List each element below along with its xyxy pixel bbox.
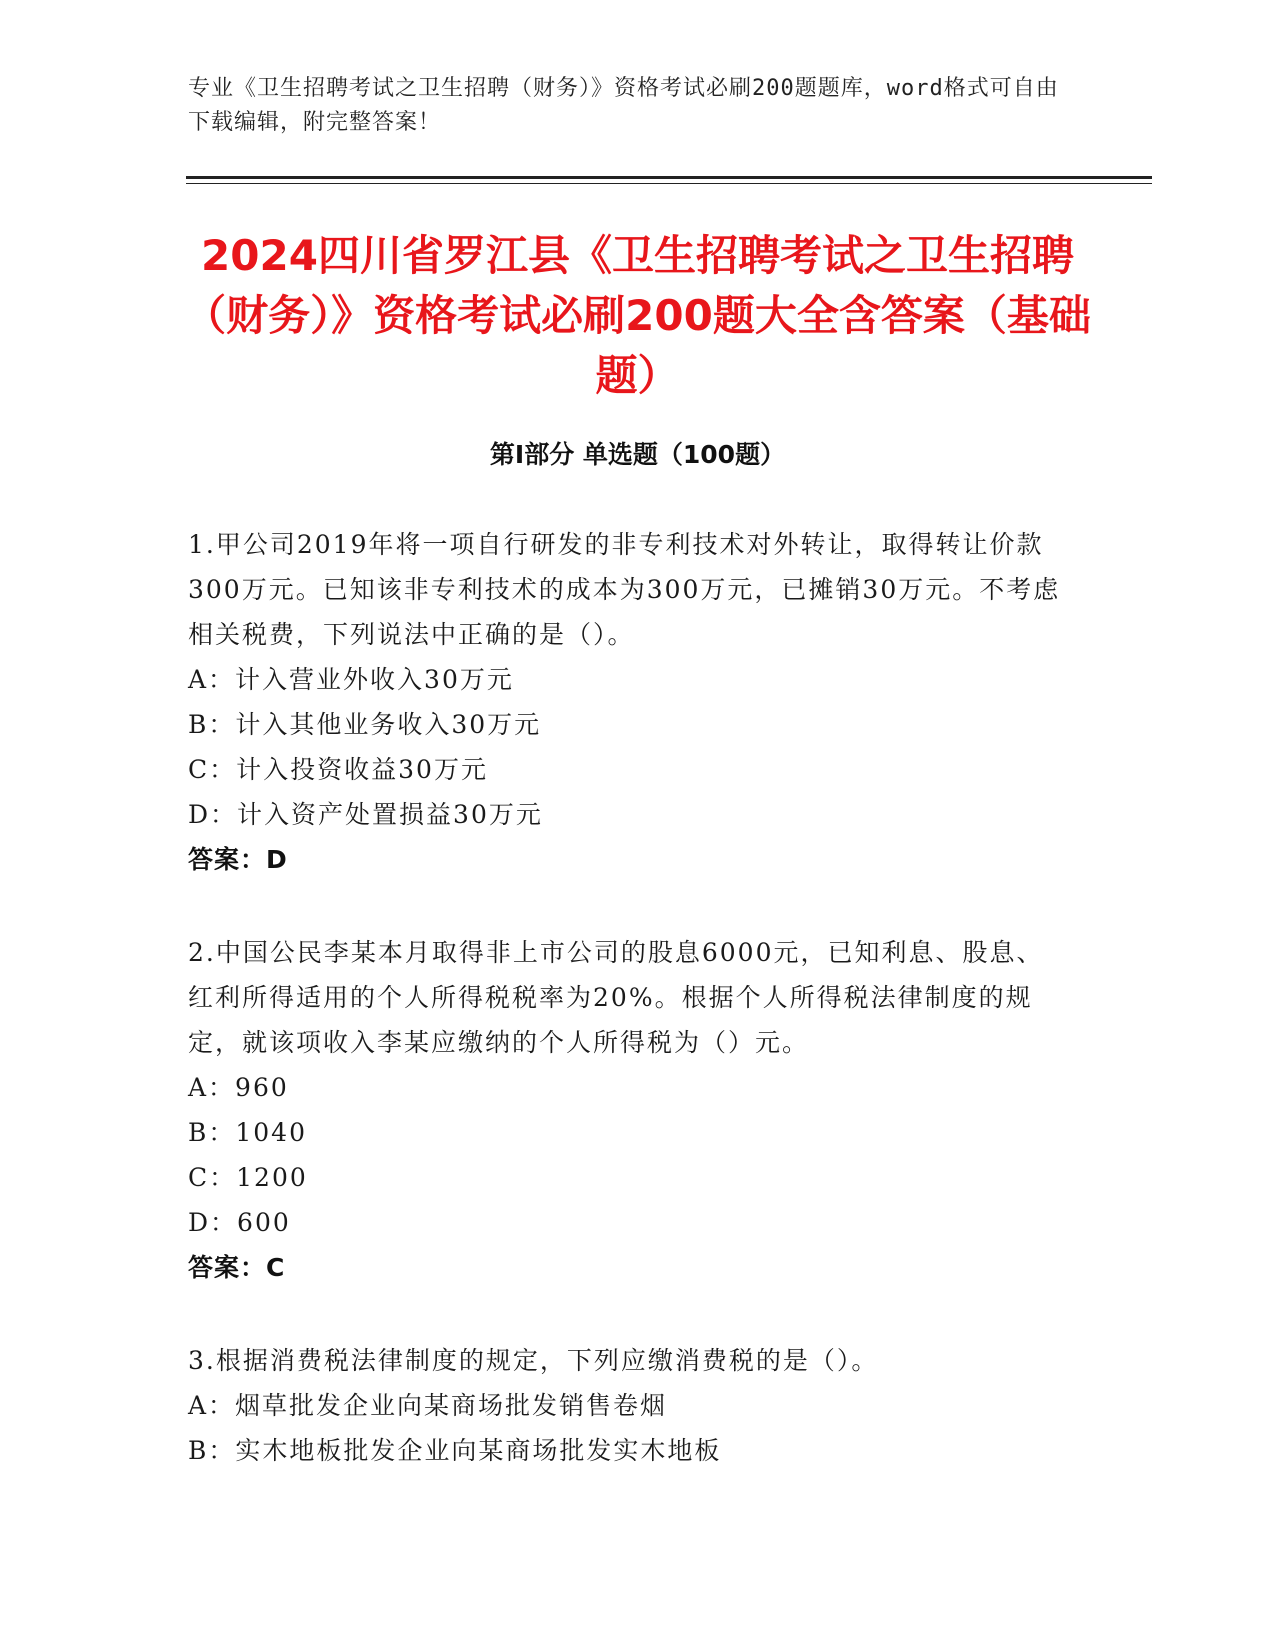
option-b: B：实木地板批发企业向某商场批发实木地板: [188, 1436, 722, 1465]
question-stem: 1.甲公司2019年将一项自行研发的非专利技术对外转让，取得转让价款300万元。已知该非专利技术的成本为300万元，已摊销30万元。不考虑相关税费，下列说法中正确的是（）。: [188, 530, 1061, 649]
header-rule-thin: [186, 183, 1152, 184]
document-title: 2024四川省罗江县《卫生招聘考试之卫生招聘（财务）》资格考试必刷200题大全含答案（基础题）: [184, 231, 1091, 400]
option-c: C：1200: [188, 1163, 308, 1192]
option-d: D：600: [188, 1208, 291, 1237]
header-rule-thick: [186, 176, 1152, 179]
option-a: A：烟草批发企业向某商场批发销售卷烟: [188, 1391, 668, 1420]
answer: 答案：D: [188, 845, 288, 874]
question-3: [188, 1338, 1068, 1473]
option-b: B：1040: [188, 1118, 307, 1147]
option-a: A：960: [188, 1073, 289, 1102]
header-note: 专业《卫生招聘考试之卫生招聘（财务）》资格考试必刷200题题库，word格式可自由下载编辑，附完整答案！: [188, 76, 1059, 135]
section-title: 第I部分 单选题（100题）: [489, 440, 786, 469]
question-stem: 2.中国公民李某本月取得非上市公司的股息6000元，已知利息、股息、红利所得适用的个人所得税税率为20%。根据个人所得税法律制度的规定，就该项收入李某应缴纳的个人所得税为（）元。: [188, 938, 1044, 1057]
option-b: B：计入其他业务收入30万元: [188, 710, 542, 739]
answer: 答案：C: [188, 1253, 286, 1282]
question-1: [188, 522, 1068, 882]
option-a: A：计入营业外收入30万元: [188, 665, 514, 694]
question-2: [188, 930, 1068, 1290]
option-c: C：计入投资收益30万元: [188, 755, 488, 784]
question-stem: 3.根据消费税法律制度的规定，下列应缴消费税的是（）。: [188, 1346, 879, 1375]
option-d: D：计入资产处置损益30万元: [188, 800, 543, 829]
